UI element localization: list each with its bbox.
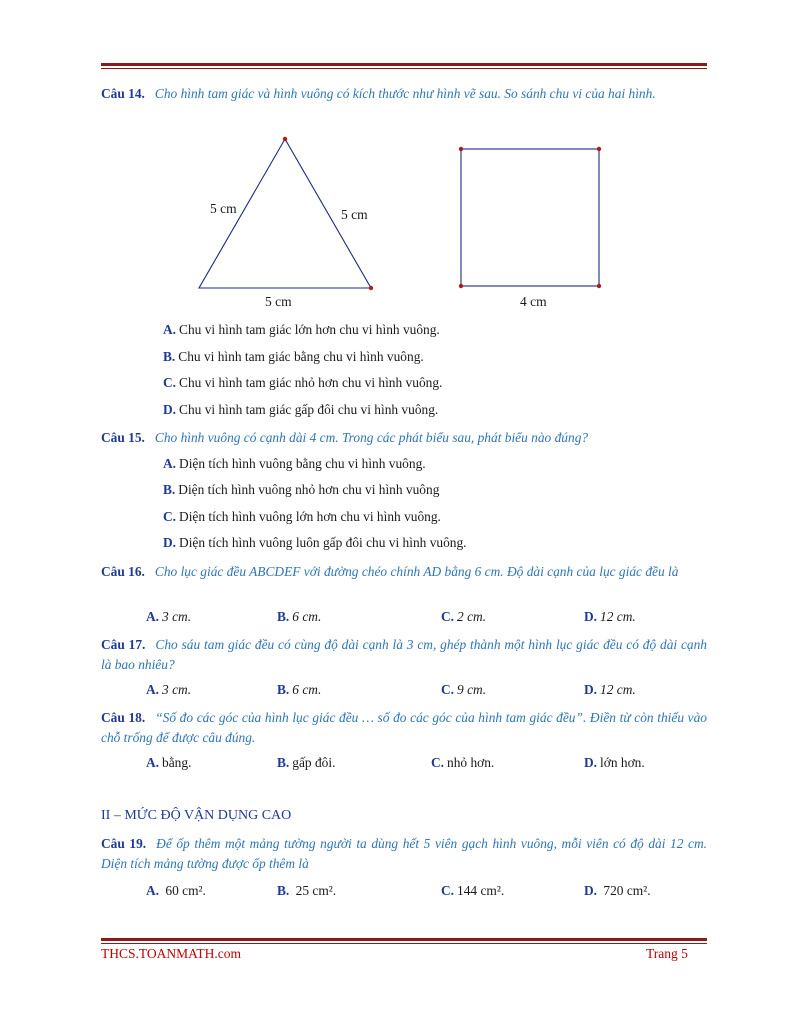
q18-option-a[interactable]: A. bằng. [146, 755, 192, 770]
triangle-left-label: 5 cm [210, 201, 237, 216]
q19-option-c[interactable]: C. 144 cm². [441, 883, 505, 898]
question-number: Câu 14. [101, 86, 145, 101]
q14-option-a[interactable]: A. Chu vi hình tam giác lớn hơn chu vi hình vuông. [163, 322, 440, 337]
question-16: Câu 16. Cho lục giác đều ABCDEF với đường chéo chính AD bằng 6 cm. Độ dài cạnh của lục giác đều là [101, 564, 679, 579]
vertex-dot [597, 284, 601, 288]
triangle-right-label: 5 cm [341, 207, 368, 222]
footer-site-link[interactable]: THCS.TOANMATH.com [101, 946, 242, 961]
q17-option-b[interactable]: B. 6 cm. [277, 682, 322, 697]
q14-option-c[interactable]: C. Chu vi hình tam giác nhỏ hơn chu vi hình vuông. [163, 375, 443, 390]
q14-option-b[interactable]: B. Chu vi hình tam giác bằng chu vi hình vuông. [163, 349, 424, 364]
q17-option-c[interactable]: C. 9 cm. [441, 682, 487, 697]
q16-option-c[interactable]: C. 2 cm. [441, 609, 487, 624]
q19-option-a[interactable]: A. 60 cm². [146, 883, 206, 898]
question-15: Câu 15. Cho hình vuông có cạnh dài 4 cm. Trong các phát biểu sau, phát biểu nào đúng? [101, 430, 589, 445]
q18-option-d[interactable]: D. lớn hơn. [584, 755, 645, 770]
vertex-dot [459, 284, 463, 288]
vertex-dot [369, 286, 373, 290]
vertex-dot [597, 147, 601, 151]
question-19: Câu 19. Để ốp thêm một mảng tường người ta dùng hết 5 viên gạch hình vuông, mỗi viên có độ dài 12 cm. Diện tích mảng tường được ốp thêm là [101, 836, 707, 871]
triangle-bottom-label: 5 cm [265, 294, 292, 309]
vertex-dot [459, 147, 463, 151]
q15-option-c[interactable]: C. Diện tích hình vuông lớn hơn chu vi hình vuông. [163, 509, 441, 524]
q14-option-d[interactable]: D. Chu vi hình tam giác gấp đôi chu vi hình vuông. [163, 402, 439, 417]
question-17: Câu 17. Cho sáu tam giác đều có cùng độ dài cạnh là 3 cm, ghép thành một hình lục giác đều có độ dài cạnh là bao nhiêu? [101, 637, 707, 672]
q17-option-a[interactable]: A. 3 cm. [146, 682, 192, 697]
question-text: Cho hình tam giác và hình vuông có kích thước như hình vẽ sau. So sánh chu vi của hai hình. [154, 86, 656, 101]
footer-page-number: Trang 5 [646, 946, 688, 961]
question-18: Câu 18. “Số đo các góc của hình lục giác đều … số đo các góc của hình tam giác đều”. Điền từ còn thiếu vào chỗ trống để được câu đúng. [101, 710, 707, 745]
q16-option-d[interactable]: D. 12 cm. [584, 609, 636, 624]
footer-rule [101, 938, 707, 944]
q16-option-b[interactable]: B. 6 cm. [277, 609, 322, 624]
q19-option-d[interactable]: D. 720 cm². [584, 883, 651, 898]
figure-triangle-square [0, 0, 792, 320]
q15-option-b[interactable]: B. Diện tích hình vuông nhỏ hơn chu vi hình vuông [163, 482, 440, 497]
q15-option-d[interactable]: D. Diện tích hình vuông luôn gấp đôi chu vi hình vuông. [163, 535, 467, 550]
q19-option-b[interactable]: B. 25 cm². [277, 883, 337, 898]
square-bottom-label: 4 cm [520, 294, 547, 309]
q18-option-b[interactable]: B. gấp đôi. [277, 755, 336, 770]
q15-option-a[interactable]: A. Diện tích hình vuông bằng chu vi hình vuông. [163, 456, 426, 471]
square-shape [461, 149, 599, 286]
section-heading: II – MỨC ĐỘ VẬN DỤNG CAO [101, 808, 292, 823]
vertex-dot [283, 137, 287, 141]
q17-option-d[interactable]: D. 12 cm. [584, 682, 636, 697]
q18-option-c[interactable]: C. nhỏ hơn. [431, 755, 495, 770]
q16-option-a[interactable]: A. 3 cm. [146, 609, 192, 624]
